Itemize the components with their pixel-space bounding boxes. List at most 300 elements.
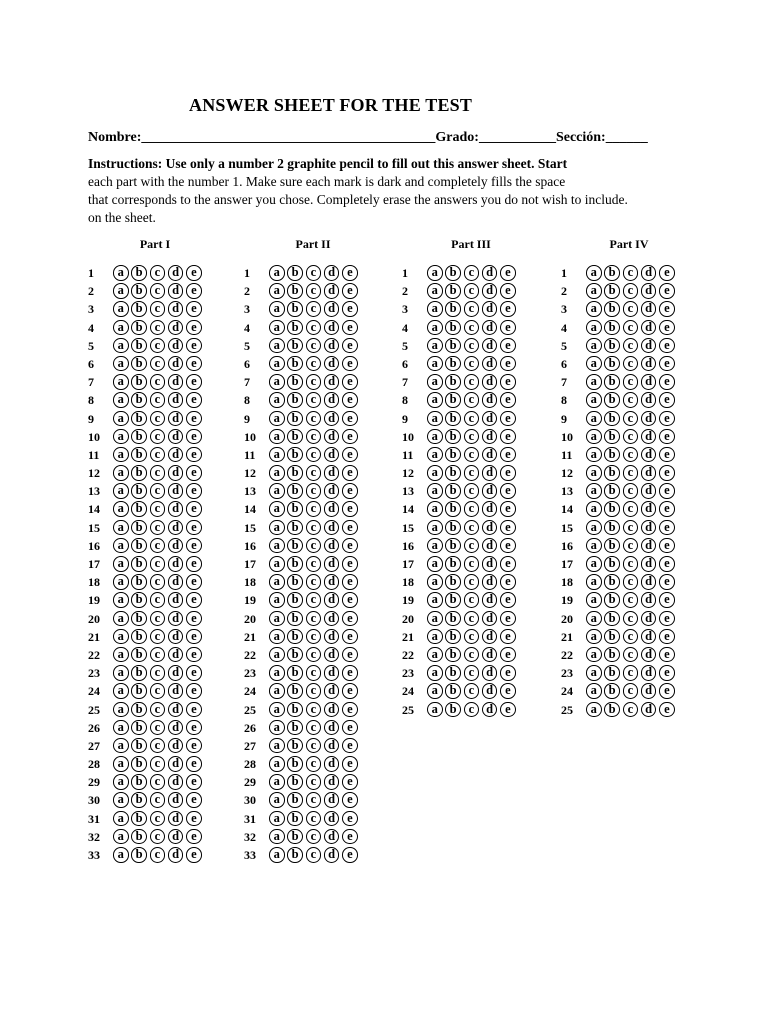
answer-bubble-e[interactable]: e	[342, 574, 358, 590]
answer-bubble-b[interactable]: b	[604, 283, 620, 299]
answer-bubble-c[interactable]: c	[306, 665, 322, 681]
answer-bubble-e[interactable]: e	[342, 683, 358, 699]
answer-bubble-c[interactable]: c	[306, 501, 322, 517]
answer-bubble-e[interactable]: e	[186, 447, 202, 463]
answer-bubble-c[interactable]: c	[306, 702, 322, 718]
answer-bubble-c[interactable]: c	[306, 392, 322, 408]
answer-bubble-a[interactable]: a	[427, 629, 443, 645]
answer-bubble-a[interactable]: a	[586, 483, 602, 499]
answer-bubble-e[interactable]: e	[186, 538, 202, 554]
answer-bubble-a[interactable]: a	[113, 665, 129, 681]
answer-bubble-d[interactable]: d	[324, 847, 340, 863]
answer-bubble-e[interactable]: e	[659, 702, 675, 718]
answer-bubble-a[interactable]: a	[586, 301, 602, 317]
answer-bubble-d[interactable]: d	[324, 301, 340, 317]
answer-bubble-b[interactable]: b	[445, 611, 461, 627]
answer-bubble-e[interactable]: e	[342, 301, 358, 317]
answer-bubble-a[interactable]: a	[427, 556, 443, 572]
answer-bubble-c[interactable]: c	[464, 629, 480, 645]
answer-bubble-b[interactable]: b	[445, 283, 461, 299]
answer-bubble-a[interactable]: a	[113, 392, 129, 408]
answer-bubble-e[interactable]: e	[342, 265, 358, 281]
answer-bubble-d[interactable]: d	[482, 411, 498, 427]
answer-bubble-b[interactable]: b	[131, 338, 147, 354]
answer-bubble-c[interactable]: c	[150, 592, 166, 608]
answer-bubble-e[interactable]: e	[500, 556, 516, 572]
answer-bubble-a[interactable]: a	[586, 283, 602, 299]
answer-bubble-c[interactable]: c	[623, 465, 639, 481]
answer-bubble-b[interactable]: b	[287, 465, 303, 481]
answer-bubble-c[interactable]: c	[150, 301, 166, 317]
answer-bubble-e[interactable]: e	[500, 447, 516, 463]
answer-bubble-d[interactable]: d	[324, 338, 340, 354]
answer-bubble-c[interactable]: c	[464, 447, 480, 463]
answer-bubble-d[interactable]: d	[324, 374, 340, 390]
answer-bubble-d[interactable]: d	[324, 665, 340, 681]
answer-bubble-c[interactable]: c	[464, 556, 480, 572]
answer-bubble-b[interactable]: b	[604, 538, 620, 554]
answer-bubble-d[interactable]: d	[482, 265, 498, 281]
answer-bubble-e[interactable]: e	[500, 320, 516, 336]
answer-bubble-a[interactable]: a	[586, 374, 602, 390]
answer-bubble-c[interactable]: c	[306, 792, 322, 808]
answer-bubble-d[interactable]: d	[168, 411, 184, 427]
answer-bubble-d[interactable]: d	[641, 447, 657, 463]
answer-bubble-b[interactable]: b	[131, 647, 147, 663]
answer-bubble-e[interactable]: e	[500, 574, 516, 590]
answer-bubble-e[interactable]: e	[342, 665, 358, 681]
answer-bubble-b[interactable]: b	[445, 556, 461, 572]
answer-bubble-c[interactable]: c	[150, 447, 166, 463]
answer-bubble-d[interactable]: d	[168, 465, 184, 481]
answer-bubble-d[interactable]: d	[168, 629, 184, 645]
answer-bubble-d[interactable]: d	[168, 374, 184, 390]
answer-bubble-c[interactable]: c	[306, 829, 322, 845]
answer-bubble-d[interactable]: d	[324, 411, 340, 427]
answer-bubble-b[interactable]: b	[445, 520, 461, 536]
answer-bubble-b[interactable]: b	[287, 283, 303, 299]
answer-bubble-d[interactable]: d	[324, 265, 340, 281]
answer-bubble-b[interactable]: b	[604, 338, 620, 354]
answer-bubble-e[interactable]: e	[342, 429, 358, 445]
answer-bubble-d[interactable]: d	[482, 647, 498, 663]
answer-bubble-a[interactable]: a	[269, 829, 285, 845]
answer-bubble-d[interactable]: d	[168, 283, 184, 299]
answer-bubble-d[interactable]: d	[482, 683, 498, 699]
answer-bubble-e[interactable]: e	[659, 392, 675, 408]
answer-bubble-b[interactable]: b	[287, 720, 303, 736]
answer-bubble-e[interactable]: e	[186, 829, 202, 845]
answer-bubble-b[interactable]: b	[445, 392, 461, 408]
answer-bubble-d[interactable]: d	[168, 447, 184, 463]
answer-bubble-a[interactable]: a	[113, 738, 129, 754]
answer-bubble-d[interactable]: d	[482, 447, 498, 463]
answer-bubble-b[interactable]: b	[131, 283, 147, 299]
answer-bubble-b[interactable]: b	[287, 629, 303, 645]
answer-bubble-e[interactable]: e	[186, 756, 202, 772]
answer-bubble-a[interactable]: a	[427, 320, 443, 336]
answer-bubble-c[interactable]: c	[150, 811, 166, 827]
answer-bubble-c[interactable]: c	[150, 665, 166, 681]
answer-bubble-d[interactable]: d	[168, 811, 184, 827]
answer-bubble-d[interactable]: d	[168, 501, 184, 517]
answer-bubble-b[interactable]: b	[445, 465, 461, 481]
answer-bubble-b[interactable]: b	[287, 611, 303, 627]
answer-bubble-e[interactable]: e	[186, 356, 202, 372]
answer-bubble-a[interactable]: a	[269, 592, 285, 608]
answer-bubble-e[interactable]: e	[186, 465, 202, 481]
answer-bubble-a[interactable]: a	[269, 338, 285, 354]
answer-bubble-e[interactable]: e	[342, 829, 358, 845]
answer-bubble-e[interactable]: e	[186, 392, 202, 408]
answer-bubble-c[interactable]: c	[623, 538, 639, 554]
answer-bubble-d[interactable]: d	[324, 738, 340, 754]
answer-bubble-b[interactable]: b	[287, 811, 303, 827]
answer-bubble-a[interactable]: a	[427, 356, 443, 372]
answer-bubble-a[interactable]: a	[113, 683, 129, 699]
answer-bubble-a[interactable]: a	[269, 447, 285, 463]
answer-bubble-b[interactable]: b	[131, 411, 147, 427]
answer-bubble-b[interactable]: b	[131, 592, 147, 608]
answer-bubble-b[interactable]: b	[131, 429, 147, 445]
answer-bubble-c[interactable]: c	[464, 538, 480, 554]
answer-bubble-c[interactable]: c	[464, 374, 480, 390]
answer-bubble-d[interactable]: d	[482, 501, 498, 517]
answer-bubble-d[interactable]: d	[324, 683, 340, 699]
answer-bubble-a[interactable]: a	[269, 483, 285, 499]
answer-bubble-b[interactable]: b	[287, 774, 303, 790]
answer-bubble-d[interactable]: d	[168, 738, 184, 754]
answer-bubble-e[interactable]: e	[500, 665, 516, 681]
answer-bubble-e[interactable]: e	[342, 774, 358, 790]
answer-bubble-a[interactable]: a	[269, 411, 285, 427]
answer-bubble-b[interactable]: b	[287, 592, 303, 608]
answer-bubble-e[interactable]: e	[342, 501, 358, 517]
answer-bubble-b[interactable]: b	[131, 847, 147, 863]
answer-bubble-d[interactable]: d	[324, 320, 340, 336]
answer-bubble-c[interactable]: c	[150, 320, 166, 336]
answer-bubble-e[interactable]: e	[500, 356, 516, 372]
answer-bubble-e[interactable]: e	[659, 447, 675, 463]
answer-bubble-a[interactable]: a	[113, 429, 129, 445]
answer-bubble-c[interactable]: c	[306, 738, 322, 754]
answer-bubble-b[interactable]: b	[131, 501, 147, 517]
answer-bubble-e[interactable]: e	[659, 611, 675, 627]
answer-bubble-e[interactable]: e	[186, 629, 202, 645]
answer-bubble-a[interactable]: a	[586, 429, 602, 445]
answer-bubble-b[interactable]: b	[287, 538, 303, 554]
answer-bubble-b[interactable]: b	[131, 483, 147, 499]
answer-bubble-d[interactable]: d	[641, 429, 657, 445]
answer-bubble-d[interactable]: d	[482, 556, 498, 572]
answer-bubble-b[interactable]: b	[287, 374, 303, 390]
answer-bubble-a[interactable]: a	[269, 429, 285, 445]
answer-bubble-d[interactable]: d	[324, 501, 340, 517]
answer-bubble-d[interactable]: d	[168, 556, 184, 572]
answer-bubble-c[interactable]: c	[150, 429, 166, 445]
answer-bubble-c[interactable]: c	[464, 647, 480, 663]
answer-bubble-c[interactable]: c	[150, 792, 166, 808]
answer-bubble-b[interactable]: b	[131, 811, 147, 827]
answer-bubble-e[interactable]: e	[186, 720, 202, 736]
answer-bubble-c[interactable]: c	[623, 301, 639, 317]
answer-bubble-a[interactable]: a	[586, 320, 602, 336]
answer-bubble-a[interactable]: a	[586, 592, 602, 608]
answer-bubble-a[interactable]: a	[269, 556, 285, 572]
answer-bubble-a[interactable]: a	[427, 520, 443, 536]
answer-bubble-d[interactable]: d	[168, 520, 184, 536]
answer-bubble-d[interactable]: d	[324, 429, 340, 445]
answer-bubble-e[interactable]: e	[186, 556, 202, 572]
answer-bubble-c[interactable]: c	[623, 374, 639, 390]
answer-bubble-d[interactable]: d	[324, 647, 340, 663]
answer-bubble-e[interactable]: e	[500, 629, 516, 645]
answer-bubble-a[interactable]: a	[586, 574, 602, 590]
answer-bubble-a[interactable]: a	[269, 538, 285, 554]
answer-bubble-d[interactable]: d	[482, 301, 498, 317]
answer-bubble-d[interactable]: d	[324, 520, 340, 536]
answer-bubble-d[interactable]: d	[641, 665, 657, 681]
answer-bubble-b[interactable]: b	[287, 338, 303, 354]
answer-bubble-d[interactable]: d	[482, 629, 498, 645]
answer-bubble-c[interactable]: c	[306, 574, 322, 590]
answer-bubble-c[interactable]: c	[306, 320, 322, 336]
answer-bubble-b[interactable]: b	[131, 702, 147, 718]
answer-bubble-c[interactable]: c	[306, 411, 322, 427]
answer-bubble-d[interactable]: d	[641, 301, 657, 317]
answer-bubble-d[interactable]: d	[324, 283, 340, 299]
answer-bubble-e[interactable]: e	[500, 411, 516, 427]
answer-bubble-a[interactable]: a	[269, 702, 285, 718]
answer-bubble-a[interactable]: a	[427, 574, 443, 590]
answer-bubble-e[interactable]: e	[659, 429, 675, 445]
answer-bubble-a[interactable]: a	[586, 647, 602, 663]
answer-bubble-d[interactable]: d	[641, 356, 657, 372]
answer-bubble-c[interactable]: c	[464, 665, 480, 681]
answer-bubble-b[interactable]: b	[131, 665, 147, 681]
answer-bubble-a[interactable]: a	[269, 320, 285, 336]
answer-bubble-a[interactable]: a	[269, 665, 285, 681]
answer-bubble-d[interactable]: d	[482, 520, 498, 536]
answer-bubble-d[interactable]: d	[482, 356, 498, 372]
answer-bubble-d[interactable]: d	[482, 611, 498, 627]
answer-bubble-a[interactable]: a	[113, 847, 129, 863]
answer-bubble-b[interactable]: b	[445, 538, 461, 554]
answer-bubble-c[interactable]: c	[464, 265, 480, 281]
answer-bubble-a[interactable]: a	[269, 501, 285, 517]
answer-bubble-c[interactable]: c	[150, 720, 166, 736]
answer-bubble-a[interactable]: a	[269, 756, 285, 772]
answer-bubble-a[interactable]: a	[113, 611, 129, 627]
answer-bubble-e[interactable]: e	[659, 483, 675, 499]
answer-bubble-a[interactable]: a	[586, 265, 602, 281]
answer-bubble-a[interactable]: a	[113, 483, 129, 499]
answer-bubble-c[interactable]: c	[306, 611, 322, 627]
answer-bubble-a[interactable]: a	[269, 301, 285, 317]
answer-bubble-d[interactable]: d	[168, 683, 184, 699]
answer-bubble-d[interactable]: d	[324, 720, 340, 736]
answer-bubble-c[interactable]: c	[306, 720, 322, 736]
answer-bubble-c[interactable]: c	[623, 574, 639, 590]
answer-bubble-c[interactable]: c	[150, 829, 166, 845]
answer-bubble-d[interactable]: d	[324, 629, 340, 645]
answer-bubble-c[interactable]: c	[623, 356, 639, 372]
answer-bubble-b[interactable]: b	[604, 647, 620, 663]
answer-bubble-d[interactable]: d	[641, 392, 657, 408]
answer-bubble-e[interactable]: e	[659, 356, 675, 372]
answer-bubble-d[interactable]: d	[168, 665, 184, 681]
answer-bubble-b[interactable]: b	[445, 683, 461, 699]
answer-bubble-b[interactable]: b	[445, 374, 461, 390]
answer-bubble-b[interactable]: b	[445, 356, 461, 372]
answer-bubble-d[interactable]: d	[482, 465, 498, 481]
answer-bubble-c[interactable]: c	[464, 429, 480, 445]
answer-bubble-a[interactable]: a	[427, 374, 443, 390]
answer-bubble-d[interactable]: d	[641, 283, 657, 299]
answer-bubble-d[interactable]: d	[641, 611, 657, 627]
answer-bubble-e[interactable]: e	[659, 629, 675, 645]
answer-bubble-d[interactable]: d	[482, 665, 498, 681]
answer-bubble-e[interactable]: e	[186, 774, 202, 790]
answer-bubble-d[interactable]: d	[168, 338, 184, 354]
answer-bubble-d[interactable]: d	[168, 756, 184, 772]
answer-bubble-e[interactable]: e	[659, 465, 675, 481]
answer-bubble-a[interactable]: a	[113, 774, 129, 790]
answer-bubble-e[interactable]: e	[659, 301, 675, 317]
answer-bubble-d[interactable]: d	[482, 320, 498, 336]
answer-bubble-d[interactable]: d	[482, 538, 498, 554]
answer-bubble-a[interactable]: a	[427, 611, 443, 627]
answer-bubble-a[interactable]: a	[586, 465, 602, 481]
answer-bubble-c[interactable]: c	[306, 429, 322, 445]
answer-bubble-d[interactable]: d	[641, 520, 657, 536]
answer-bubble-e[interactable]: e	[342, 629, 358, 645]
answer-bubble-a[interactable]: a	[113, 629, 129, 645]
answer-bubble-d[interactable]: d	[641, 556, 657, 572]
answer-bubble-c[interactable]: c	[306, 629, 322, 645]
answer-bubble-c[interactable]: c	[623, 683, 639, 699]
answer-bubble-c[interactable]: c	[623, 320, 639, 336]
answer-bubble-d[interactable]: d	[641, 338, 657, 354]
answer-bubble-b[interactable]: b	[445, 429, 461, 445]
answer-bubble-a[interactable]: a	[269, 738, 285, 754]
answer-bubble-b[interactable]: b	[287, 265, 303, 281]
answer-bubble-c[interactable]: c	[150, 520, 166, 536]
answer-bubble-b[interactable]: b	[287, 429, 303, 445]
answer-bubble-d[interactable]: d	[168, 829, 184, 845]
answer-bubble-b[interactable]: b	[604, 447, 620, 463]
answer-bubble-a[interactable]: a	[113, 811, 129, 827]
answer-bubble-e[interactable]: e	[342, 538, 358, 554]
answer-bubble-d[interactable]: d	[641, 265, 657, 281]
answer-bubble-d[interactable]: d	[324, 447, 340, 463]
answer-bubble-d[interactable]: d	[641, 629, 657, 645]
answer-bubble-a[interactable]: a	[269, 647, 285, 663]
answer-bubble-d[interactable]: d	[482, 483, 498, 499]
answer-bubble-a[interactable]: a	[427, 483, 443, 499]
answer-bubble-b[interactable]: b	[287, 411, 303, 427]
answer-bubble-d[interactable]: d	[641, 702, 657, 718]
answer-bubble-b[interactable]: b	[287, 556, 303, 572]
answer-bubble-a[interactable]: a	[113, 520, 129, 536]
answer-bubble-a[interactable]: a	[427, 338, 443, 354]
answer-bubble-b[interactable]: b	[131, 356, 147, 372]
answer-bubble-a[interactable]: a	[586, 501, 602, 517]
answer-bubble-d[interactable]: d	[482, 392, 498, 408]
answer-bubble-c[interactable]: c	[464, 702, 480, 718]
answer-bubble-a[interactable]: a	[427, 447, 443, 463]
answer-bubble-d[interactable]: d	[168, 720, 184, 736]
answer-bubble-e[interactable]: e	[342, 483, 358, 499]
answer-bubble-a[interactable]: a	[269, 774, 285, 790]
answer-bubble-a[interactable]: a	[586, 611, 602, 627]
answer-bubble-d[interactable]: d	[168, 774, 184, 790]
answer-bubble-c[interactable]: c	[623, 665, 639, 681]
answer-bubble-c[interactable]: c	[623, 447, 639, 463]
answer-bubble-a[interactable]: a	[113, 447, 129, 463]
answer-bubble-e[interactable]: e	[342, 411, 358, 427]
answer-bubble-b[interactable]: b	[131, 265, 147, 281]
answer-bubble-b[interactable]: b	[445, 447, 461, 463]
answer-bubble-e[interactable]: e	[186, 501, 202, 517]
answer-bubble-d[interactable]: d	[641, 374, 657, 390]
answer-bubble-e[interactable]: e	[500, 483, 516, 499]
answer-bubble-b[interactable]: b	[445, 592, 461, 608]
answer-bubble-e[interactable]: e	[500, 702, 516, 718]
answer-bubble-b[interactable]: b	[287, 301, 303, 317]
answer-bubble-c[interactable]: c	[623, 265, 639, 281]
answer-bubble-b[interactable]: b	[131, 301, 147, 317]
answer-bubble-e[interactable]: e	[659, 647, 675, 663]
answer-bubble-b[interactable]: b	[287, 702, 303, 718]
answer-bubble-b[interactable]: b	[131, 574, 147, 590]
answer-bubble-e[interactable]: e	[659, 574, 675, 590]
answer-bubble-a[interactable]: a	[113, 647, 129, 663]
answer-bubble-b[interactable]: b	[604, 702, 620, 718]
answer-bubble-c[interactable]: c	[464, 411, 480, 427]
answer-bubble-b[interactable]: b	[445, 501, 461, 517]
answer-bubble-a[interactable]: a	[427, 429, 443, 445]
answer-bubble-b[interactable]: b	[604, 665, 620, 681]
answer-bubble-b[interactable]: b	[445, 483, 461, 499]
answer-bubble-c[interactable]: c	[150, 574, 166, 590]
answer-bubble-c[interactable]: c	[623, 592, 639, 608]
answer-bubble-b[interactable]: b	[445, 647, 461, 663]
answer-bubble-a[interactable]: a	[427, 665, 443, 681]
answer-bubble-a[interactable]: a	[427, 301, 443, 317]
answer-bubble-e[interactable]: e	[186, 374, 202, 390]
answer-bubble-d[interactable]: d	[324, 574, 340, 590]
answer-bubble-b[interactable]: b	[287, 756, 303, 772]
answer-bubble-d[interactable]: d	[482, 283, 498, 299]
answer-bubble-b[interactable]: b	[287, 738, 303, 754]
answer-bubble-a[interactable]: a	[586, 520, 602, 536]
answer-bubble-b[interactable]: b	[604, 611, 620, 627]
answer-bubble-a[interactable]: a	[113, 320, 129, 336]
answer-bubble-e[interactable]: e	[342, 756, 358, 772]
answer-bubble-c[interactable]: c	[464, 501, 480, 517]
answer-bubble-a[interactable]: a	[586, 338, 602, 354]
answer-bubble-d[interactable]: d	[324, 483, 340, 499]
answer-bubble-a[interactable]: a	[427, 592, 443, 608]
answer-bubble-d[interactable]: d	[482, 574, 498, 590]
answer-bubble-c[interactable]: c	[464, 283, 480, 299]
answer-bubble-a[interactable]: a	[113, 501, 129, 517]
answer-bubble-b[interactable]: b	[131, 611, 147, 627]
answer-bubble-c[interactable]: c	[623, 429, 639, 445]
answer-bubble-e[interactable]: e	[342, 611, 358, 627]
answer-bubble-e[interactable]: e	[659, 320, 675, 336]
